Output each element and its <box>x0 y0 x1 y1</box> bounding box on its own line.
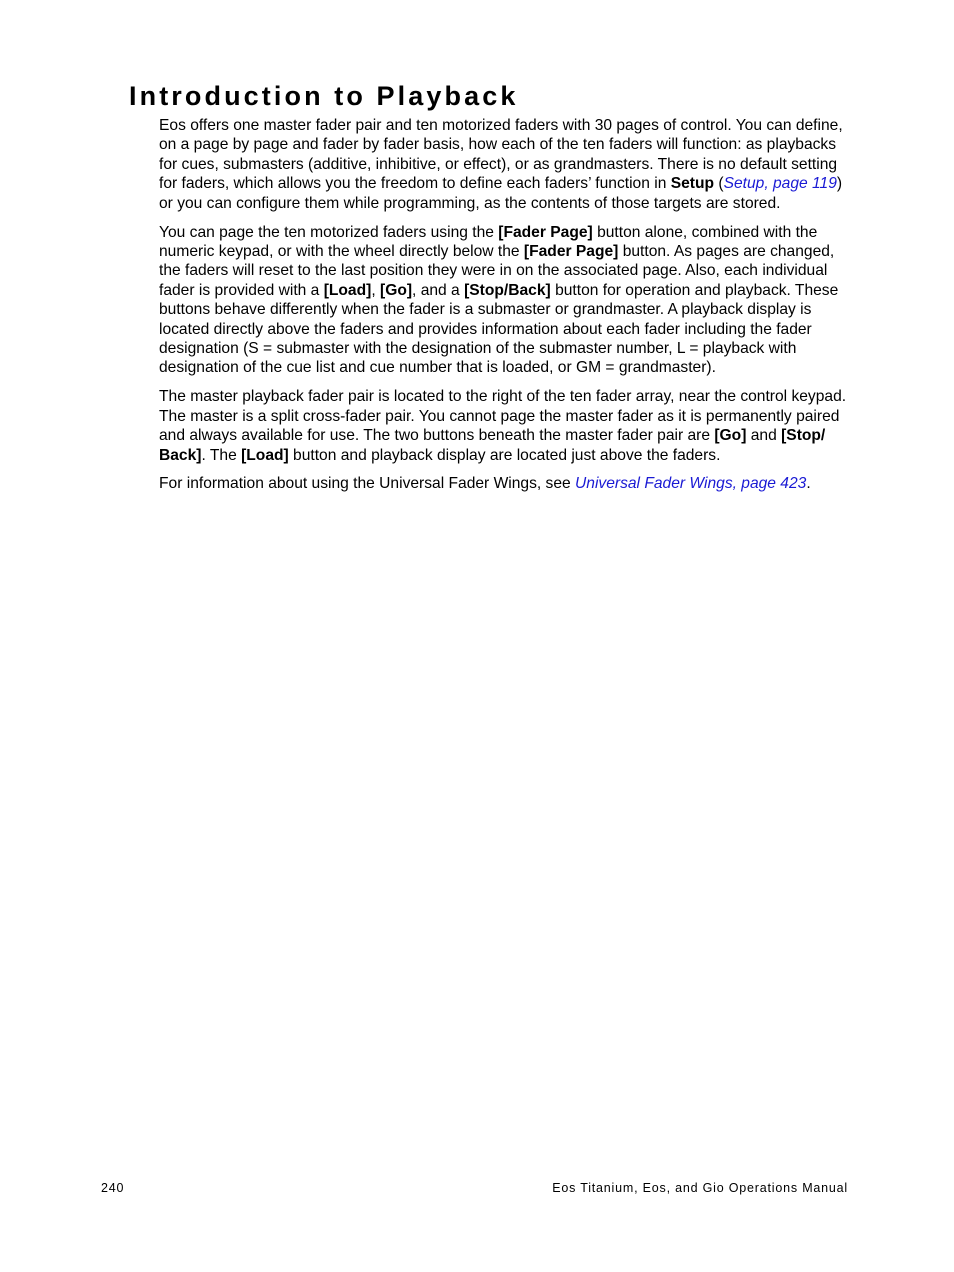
manual-title: Eos Titanium, Eos, and Gio Operations Manual <box>552 1181 848 1195</box>
text-segment: For information about using the Universal Fader Wings, see <box>159 475 576 493</box>
paragraph-fader-overview <box>159 116 854 213</box>
text-line: designation of the cue list and cue number that is loaded, or GM = grandmaster). <box>159 359 716 377</box>
text-segment: You can page the ten motorized faders using the <box>159 223 499 241</box>
paragraph-fader-wings <box>159 474 854 493</box>
setup-bold-text: Setup <box>670 175 715 193</box>
text-line: designation (S = submaster with the designation of the submaster number, L = playback with <box>159 339 797 357</box>
text-line: buttons behave differently when the fader is a submaster or grandmaster. A playback display is <box>159 301 812 319</box>
stop-back-bold-text: Back] <box>159 446 202 464</box>
stop-back-bold-text: [Stop/Back] <box>464 281 551 299</box>
text-segment: button for operation and playback. These <box>550 281 839 299</box>
text-line: located directly above the faders and provides information about each fader including the fader <box>159 320 812 338</box>
text-line <box>159 242 854 261</box>
load-bold-text: [Load] <box>323 281 372 299</box>
stop-back-bold-text: [Stop/ <box>781 427 826 445</box>
text-line: or you can configure them while programming, as the contents of those targets are stored. <box>159 194 781 212</box>
text-line: on a page by page and fader by fader basis, how each of the ten faders will function: as playbacks <box>159 136 837 154</box>
text-segment: for faders, which allows you the freedom to define each faders’ function in <box>159 175 671 193</box>
text-segment: button. As pages are changed, <box>618 242 835 260</box>
page-number: 240 <box>101 1181 125 1195</box>
go-bold-text: [Go] <box>714 427 747 445</box>
text-line <box>159 223 854 242</box>
text-line <box>159 281 854 300</box>
text-line <box>159 474 854 493</box>
setup-page-link[interactable]: Setup, page 119 <box>723 175 837 193</box>
go-bold-text: [Go] <box>380 281 413 299</box>
fader-page-bold-text: [Fader Page] <box>498 223 593 241</box>
text-segment: . The <box>201 446 242 464</box>
page-heading: Introduction to Playback <box>129 81 519 111</box>
text-segment: and <box>746 427 782 445</box>
text-line: for cues, submasters (additive, inhibitive, or effect), or as grandmasters. There is no default setting <box>159 155 838 173</box>
load-bold-text: [Load] <box>241 446 289 464</box>
text-segment: button alone, combined with the <box>592 223 818 241</box>
fader-wings-link[interactable]: Universal Fader Wings, page 423 <box>575 475 807 493</box>
fader-page-bold-text: [Fader Page] <box>523 242 619 260</box>
text-line: The master is a split cross-fader pair. You cannot page the master fader as it is permanently paired <box>159 407 840 425</box>
paragraph-master-playback <box>159 387 854 465</box>
text-line <box>159 446 854 465</box>
text-segment: fader is provided with a <box>159 281 324 299</box>
text-segment: ) <box>836 175 843 193</box>
text-segment: ( <box>714 175 724 193</box>
text-segment: . <box>806 475 811 493</box>
text-segment: , and a <box>412 281 465 299</box>
text-line: the faders will reset to the last position they were in on the associated page. Also, each individual <box>159 262 828 280</box>
text-line: Eos offers one master fader pair and ten motorized faders with 30 pages of control. You can define, <box>159 117 843 134</box>
text-line <box>159 426 854 445</box>
body-text <box>159 116 854 503</box>
paragraph-fader-paging <box>159 223 854 378</box>
text-line: The master playback fader pair is located to the right of the ten fader array, near the control keypad. <box>159 388 847 406</box>
text-line <box>159 174 854 193</box>
text-segment: numeric keypad, or with the wheel directly below the <box>159 242 524 260</box>
text-segment: and always available for use. The two buttons beneath the master fader pair are <box>159 427 715 445</box>
text-segment: button and playback display are located just above the faders. <box>288 446 721 464</box>
text-segment: , <box>371 281 380 299</box>
